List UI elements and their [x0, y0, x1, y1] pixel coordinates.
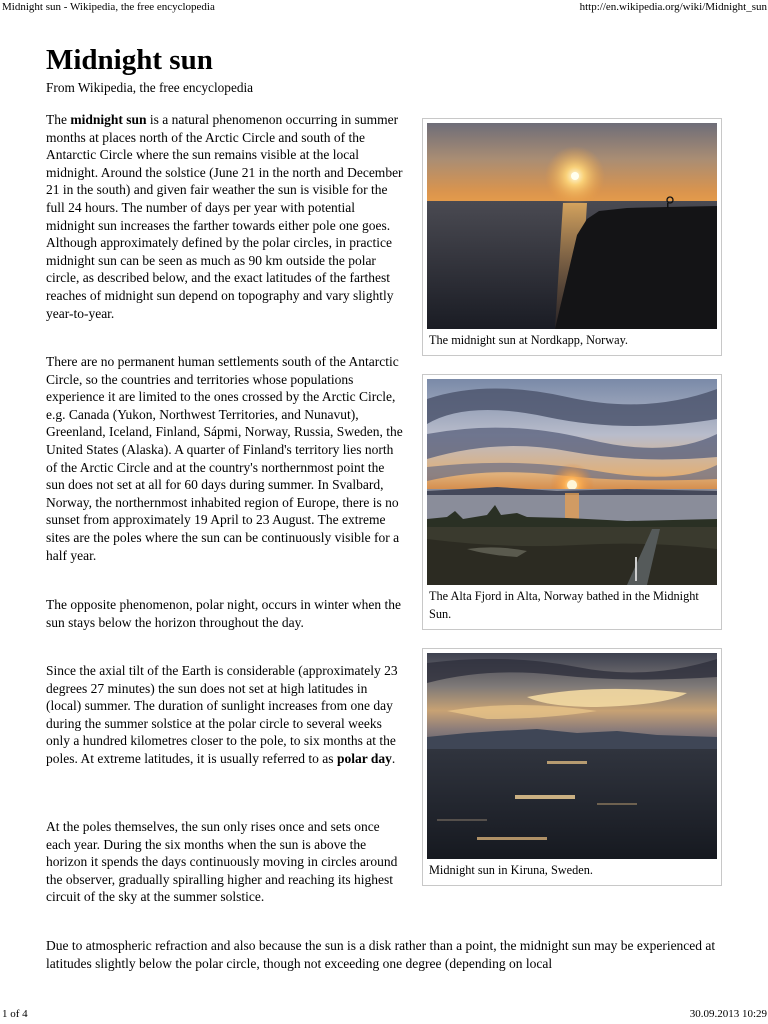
- article-title: Midnight sun: [46, 44, 213, 76]
- figure-caption: Midnight sun in Kiruna, Sweden.: [429, 863, 593, 877]
- refraction-text: Due to atmospheric refraction and also because the sun is a disk rather than a point, the midnight sun may be experienced at latitudes slightly below the polar circle, though not exceeding one degree (depending on local: [46, 938, 716, 971]
- axial-tilt-text: Since the axial tilt of the Earth is considerable (approximately 23 degrees 27 minutes) the sun does not set at high latitudes in (local) summer. The duration of sunlight increases from one day during the summer solstice at the polar circle to several weeks only a hundred kilometres closer to the pole, to six months at the poles. At extreme latitudes, it is usually referred to as: [46, 663, 398, 766]
- polar-day-term: polar day: [336, 750, 392, 766]
- intro-prefix: The: [46, 112, 71, 127]
- paragraph-settlements: [46, 353, 404, 564]
- intro-bold-term: midnight sun: [70, 112, 147, 127]
- paragraph-axial-tilt: [46, 662, 404, 768]
- print-timestamp: 30.09.2013 10:29: [689, 1008, 767, 1020]
- paragraph-intro: [46, 111, 404, 322]
- figure-alta-fjord: [422, 374, 722, 630]
- photo-kiruna[interactable]: [427, 653, 717, 859]
- photo-nordkapp[interactable]: [427, 123, 717, 329]
- figure-kiruna: [422, 648, 722, 886]
- poles-text: At the poles themselves, the sun only rises once and sets once each year. During the six months when the sun is above the horizon it spends the days continuously moving in circles around the observer, gradually spiralling higher and reaching its highest circuit of the sky at the summer solstice.: [46, 819, 398, 905]
- settlements-text: There are no permanent human settlements south of the Antarctic Circle, so the countries and territories whose populations experience it are limited to the ones crossed by the Arctic Circle, e.g. Canada (Yukon, Northwest Territories, and Nunavut), Greenland, Iceland, Finland, Sápmi, Norway, Russia, Sweden, the United States (Alaska). A quarter of Finland's territory lies north of the Arctic Circle and at the country's northernmost point the sun does not set at all for 60 days during summer. In Svalbard, Norway, the northernmost inhabited region of Europe, there is no sunset from approximately 19 April to 23 August. The extreme sites are the poles where the sun can be continuously visible for a half year.: [46, 354, 403, 563]
- browser-page-title: Midnight sun - Wikipedia, the free encyclopedia: [2, 1, 215, 13]
- article-subtitle: From Wikipedia, the free encyclopedia: [46, 80, 254, 95]
- axial-tilt-end: .: [391, 750, 396, 766]
- intro-body: is a natural phenomenon occurring in summer months at places north of the Arctic Circle and south of the Antarctic Circle where the sun remains visible at the local midnight. Around the solstice (June 21 in the north and December 21 in the south) and given fair weather the sun is visible for the full 24 hours. The number of days per year with potential midnight sun increases the farther towards either pole one goes. Although approximately defined by the polar circles, in practice midnight sun can be seen as much as 90 km outside the polar circle, as described below, and the exact latitudes of the farthest reaches of midnight sun depend on topography and vary slightly year-to-year.: [46, 112, 403, 321]
- photo-alta-fjord[interactable]: [427, 379, 717, 585]
- paragraph-poles: [46, 818, 404, 906]
- figure-nordkapp: [422, 118, 722, 356]
- browser-url[interactable]: http://en.wikipedia.org/wiki/Midnight_sun: [579, 1, 767, 13]
- figure-caption: The midnight sun at Nordkapp, Norway.: [429, 333, 628, 347]
- figure-caption: The Alta Fjord in Alta, Norway bathed in the Midnight Sun.: [429, 589, 699, 621]
- paragraph-polar-night: [46, 596, 404, 631]
- polar-night-text: The opposite phenomenon, polar night, occurs in winter when the sun stays below the horizon throughout the day.: [46, 597, 402, 630]
- page-indicator: 1 of 4: [2, 1008, 28, 1020]
- paragraph-refraction: [46, 937, 726, 972]
